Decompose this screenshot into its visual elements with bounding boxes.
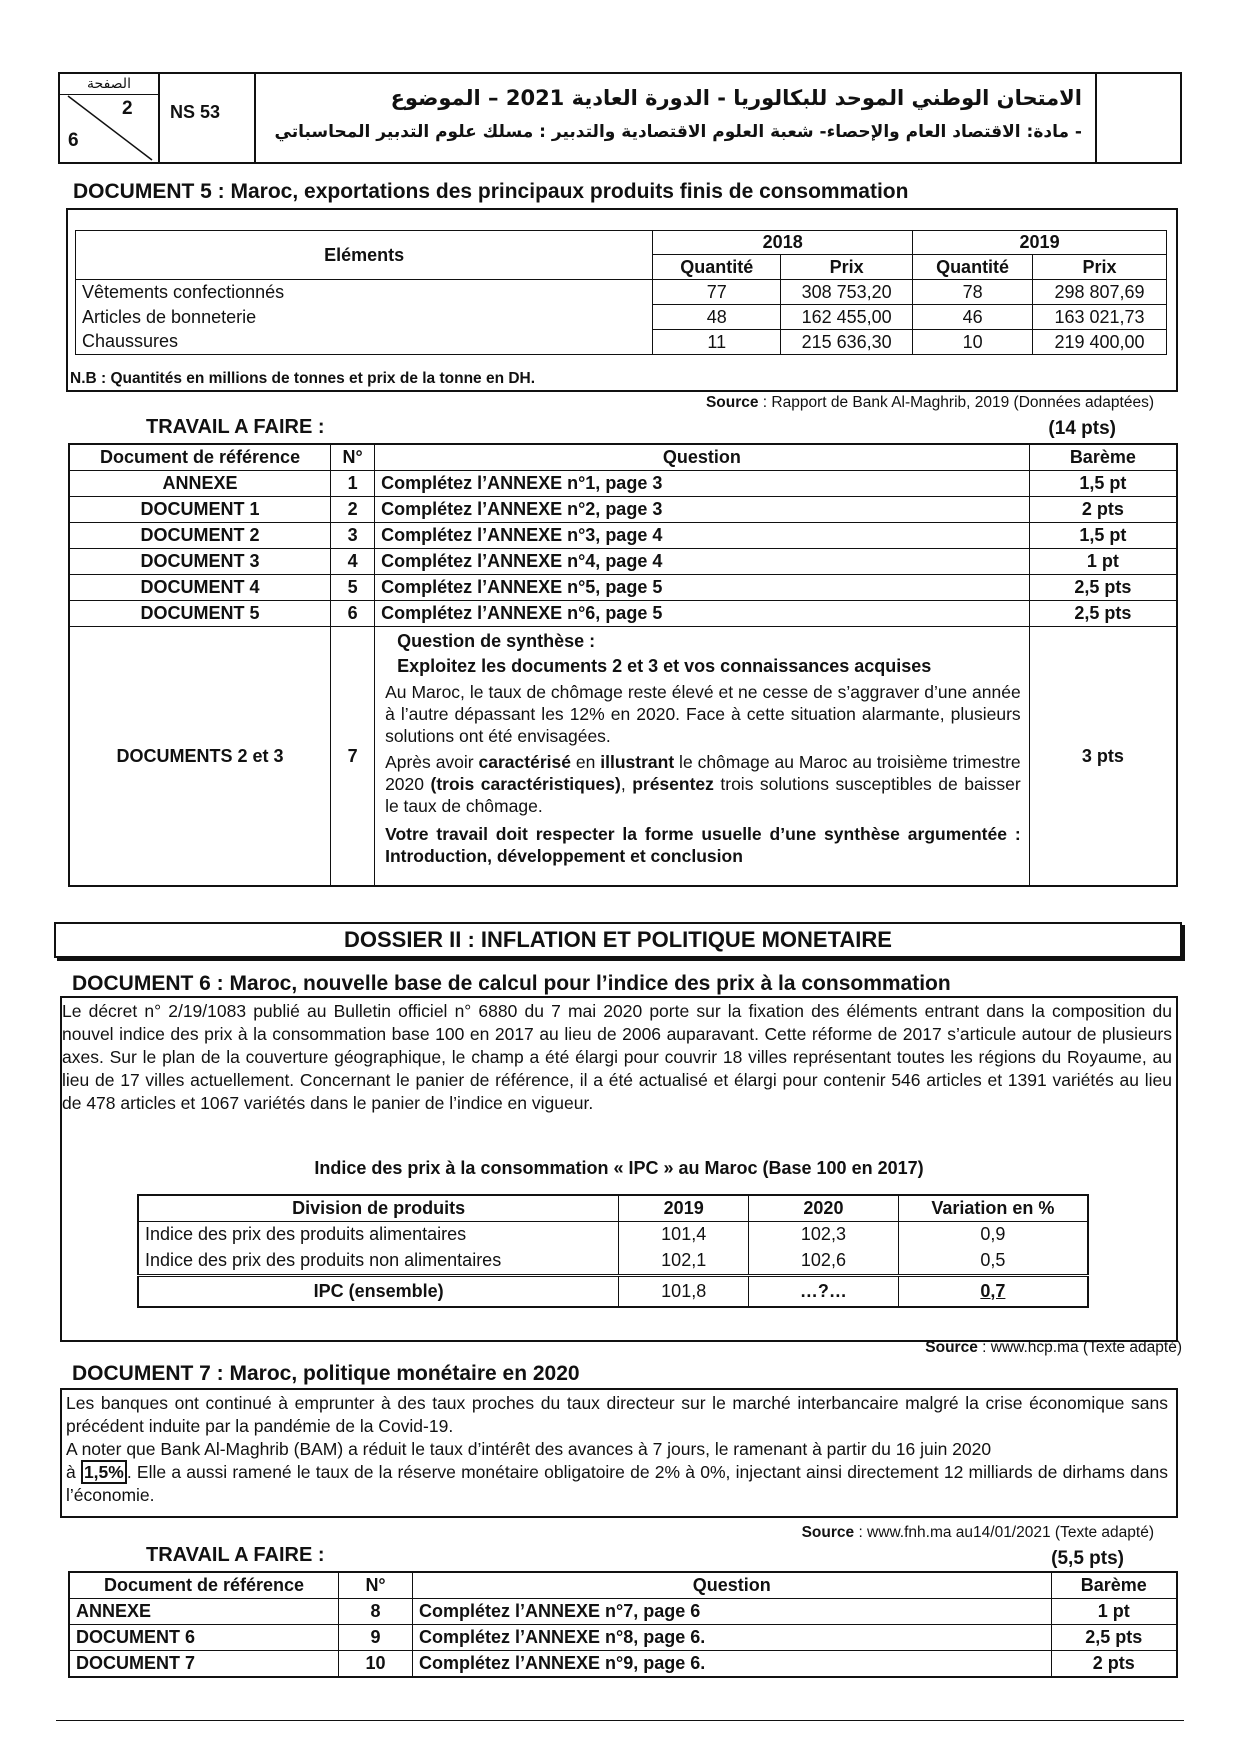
work1-h-q: Question xyxy=(375,444,1030,471)
doc5-cell: 162 455,00 xyxy=(781,305,913,330)
work1-bar: 2 pts xyxy=(1029,497,1177,523)
table-row xyxy=(69,601,1177,627)
doc7-p1: Les banques ont continué à emprunter à des taux proches du taux directeur sur le marché interbancaire malgré la crise économique sans précédent induite par la pandémie de la Covid-19. xyxy=(66,1393,1168,1436)
work2-num: 9 xyxy=(339,1625,413,1651)
doc5-note: N.B : Quantités en millions de tonnes et prix de la tonne en DH. xyxy=(70,370,536,387)
work1-num: 5 xyxy=(331,575,375,601)
exam-title: الامتحان الوطني الموحد للبكالوريا - الدورة العادية 2021 – الموضوع xyxy=(390,86,1082,110)
doc7-p3 xyxy=(66,1461,1168,1507)
page-total: 6 xyxy=(68,130,79,151)
table-row xyxy=(76,280,1167,305)
text-run: en xyxy=(570,752,601,772)
synthesis-sub: Exploitez les documents 2 et 3 et vos connaissances acquises xyxy=(397,656,932,676)
table-row xyxy=(69,471,1177,497)
doc6-cell: 0,9 xyxy=(898,1221,1088,1248)
work2-doc: ANNEXE xyxy=(69,1599,339,1625)
work2-doc: DOCUMENT 7 xyxy=(69,1651,339,1678)
work1-bar: 2,5 pts xyxy=(1029,575,1177,601)
doc5-table xyxy=(75,230,1167,355)
rate-highlight: 1,5% xyxy=(81,1460,127,1484)
text-run: Après avoir xyxy=(385,752,479,772)
doc5-cell: 10 xyxy=(913,330,1033,355)
table-row xyxy=(76,305,1167,330)
doc6-source xyxy=(925,1339,1182,1357)
work2-bar: 2 pts xyxy=(1051,1651,1177,1678)
table-row xyxy=(69,1599,1177,1625)
text-run: . Elle a aussi ramené le taux de la réserve monétaire obligatoire de 2% à 0%, injectant ainsi directement 12 milliards de dirhams dans l’économie. xyxy=(66,1462,1168,1505)
synthesis-heading: Question de synthèse : xyxy=(397,631,596,651)
doc6-cell: 102,1 xyxy=(619,1248,749,1275)
doc7-text xyxy=(66,1392,1168,1507)
synthesis-question xyxy=(375,627,1030,887)
doc6-table xyxy=(137,1194,1089,1308)
doc6-row-name: Indice des prix des produits alimentaires xyxy=(138,1221,619,1248)
table-row xyxy=(69,1651,1177,1678)
synthesis-p1: Au Maroc, le taux de chômage reste élevé et ne cesse de s’aggraver d’une année à l’autre dépassant les 12% en 2020. Face à cette situation alarmante, plusieurs solutions ont été envisagées. xyxy=(385,682,1021,746)
table-row xyxy=(69,497,1177,523)
doc6-h-div: Division de produits xyxy=(138,1195,619,1221)
work1-doc: DOCUMENTS 2 et 3 xyxy=(69,627,331,887)
text-run: (trois caractéristiques) xyxy=(430,774,621,794)
source-text: : www.fnh.ma au14/01/2021 (Texte adapté) xyxy=(854,1524,1154,1541)
work1-question: Complétez l’ANNEXE n°5, page 5 xyxy=(375,575,1030,601)
work2-num: 10 xyxy=(339,1651,413,1678)
work1-num: 2 xyxy=(331,497,375,523)
table-row-synthesis xyxy=(69,627,1177,887)
work1-num: 3 xyxy=(331,523,375,549)
doc5-year-2018: 2018 xyxy=(653,231,913,255)
doc5-row-name: Articles de bonneterie xyxy=(76,305,653,330)
text-run: trois solutions susceptibles de baisser le taux de chômage. xyxy=(385,774,1021,816)
source-label: Source xyxy=(801,1524,855,1541)
doc5-cell: 163 021,73 xyxy=(1033,305,1167,330)
table-row xyxy=(138,1221,1088,1248)
source-text: : Rapport de Bank Al-Maghrib, 2019 (Données adaptées) xyxy=(758,394,1154,411)
text-run: illustrant xyxy=(600,752,675,772)
source-label: Source xyxy=(705,394,759,411)
work2-bar: 2,5 pts xyxy=(1051,1625,1177,1651)
page-label: الصفحة xyxy=(60,74,158,95)
work1-doc: DOCUMENT 5 xyxy=(69,601,331,627)
work1-doc: DOCUMENT 3 xyxy=(69,549,331,575)
dossier2-banner: DOSSIER II : INFLATION ET POLITIQUE MONETAIRE xyxy=(54,922,1182,958)
exam-code: NS 53 xyxy=(170,102,221,122)
text-run: caractérisé xyxy=(478,752,571,772)
work1-question: Complétez l’ANNEXE n°1, page 3 xyxy=(375,471,1030,497)
table-row xyxy=(69,1625,1177,1651)
work2-title: TRAVAIL A FAIRE : xyxy=(146,1544,325,1566)
synthesis-p3: Votre travail doit respecter la forme usuelle d’une synthèse argumentée : Introduction, développement et conclusion xyxy=(385,824,1021,866)
work1-bar: 1,5 pt xyxy=(1029,471,1177,497)
doc5-row-name: Vêtements confectionnés xyxy=(76,280,653,305)
work1-question: Complétez l’ANNEXE n°3, page 4 xyxy=(375,523,1030,549)
work1-bar: 1 pt xyxy=(1029,549,1177,575)
exam-subject: - مادة: الاقتصاد العام والإحصاء- شعبة العلوم الاقتصادية والتدبير : مسلك علوم التدبير المحاسباتي xyxy=(274,122,1082,142)
work2-h-q: Question xyxy=(412,1572,1051,1599)
doc6-total-cell: 101,8 xyxy=(619,1275,749,1307)
doc5-cell: 77 xyxy=(653,280,781,305)
work2-num: 8 xyxy=(339,1599,413,1625)
source-text: : www.hcp.ma (Texte adapté) xyxy=(977,1339,1182,1356)
doc5-source xyxy=(706,394,1154,412)
work1-title: TRAVAIL A FAIRE : xyxy=(146,416,325,438)
work2-h-bar: Barème xyxy=(1051,1572,1177,1599)
work2-points: (5,5 pts) xyxy=(1051,1548,1124,1569)
work1-doc: DOCUMENT 2 xyxy=(69,523,331,549)
doc6-total-missing: …?… xyxy=(749,1275,899,1307)
work2-question: Complétez l’ANNEXE n°9, page 6. xyxy=(412,1651,1051,1678)
work1-question: Complétez l’ANNEXE n°6, page 5 xyxy=(375,601,1030,627)
work2-table xyxy=(68,1571,1178,1678)
work1-h-doc: Document de référence xyxy=(69,444,331,471)
doc6-total-var: 0,7 xyxy=(898,1275,1088,1307)
doc5-col-elements: Eléments xyxy=(76,231,653,280)
table-row xyxy=(69,575,1177,601)
table-row xyxy=(76,330,1167,355)
work1-h-bar: Barème xyxy=(1029,444,1177,471)
table-row xyxy=(138,1248,1088,1275)
work2-h-doc: Document de référence xyxy=(69,1572,339,1599)
synthesis-p2 xyxy=(385,751,1021,817)
work1-bar: 1,5 pt xyxy=(1029,523,1177,549)
doc5-year-2019: 2019 xyxy=(913,231,1167,255)
work1-num: 7 xyxy=(331,627,375,887)
doc5-cell: 11 xyxy=(653,330,781,355)
doc7-p2: A noter que Bank Al-Maghrib (BAM) a réduit le taux d’intérêt des avances à 7 jours, le ramenant à partir du 16 juin 2020 xyxy=(66,1439,992,1459)
source-label: Source xyxy=(925,1339,978,1356)
doc6-text: Le décret n° 2/19/1083 publié au Bulletin officiel n° 6880 du 7 mai 2020 porte sur la fixation des éléments entrant dans la composition du nouvel indice des prix à la consommation base 100 en 2017 au lieu de 2006 auparavant. Cette réforme de 2017 s’articule autour de plusieurs axes. Sur le plan de la couverture géographique, le champ a été élargi pour couvrir 18 villes représentant toutes les régions du Royaume, au lieu de 17 villes actuellement. Concernant le panier de référence, il a été actualisé et élargi pour contenir 546 articles et 1391 variétés au lieu de 478 articles et 1067 variétés dans le panier de l’indice en vigueur. xyxy=(62,1001,1172,1113)
work1-doc: DOCUMENT 1 xyxy=(69,497,331,523)
table-row xyxy=(69,523,1177,549)
header-divider xyxy=(254,74,256,162)
doc5-cell: 78 xyxy=(913,280,1033,305)
text-run: présentez xyxy=(632,774,714,794)
work1-num: 4 xyxy=(331,549,375,575)
doc5-col-price: Prix xyxy=(781,255,913,280)
work1-doc: ANNEXE xyxy=(69,471,331,497)
footer-rule xyxy=(56,1720,1184,1721)
doc6-cell: 0,5 xyxy=(898,1248,1088,1275)
doc6-table-title: Indice des prix à la consommation « IPC » au Maroc (Base 100 en 2017) xyxy=(314,1158,924,1178)
doc5-cell: 219 400,00 xyxy=(1033,330,1167,355)
work1-points: (14 pts) xyxy=(1048,418,1116,439)
work1-question: Complétez l’ANNEXE n°2, page 3 xyxy=(375,497,1030,523)
work1-question: Complétez l’ANNEXE n°4, page 4 xyxy=(375,549,1030,575)
doc5-cell: 308 753,20 xyxy=(781,280,913,305)
doc5-cell: 48 xyxy=(653,305,781,330)
doc5-col-qty: Quantité xyxy=(913,255,1033,280)
work2-bar: 1 pt xyxy=(1051,1599,1177,1625)
page-number: 2 xyxy=(122,98,133,119)
work1-doc: DOCUMENT 4 xyxy=(69,575,331,601)
header-divider xyxy=(1095,74,1097,162)
doc6-title: DOCUMENT 6 : Maroc, nouvelle base de calcul pour l’indice des prix à la consommation xyxy=(72,972,951,995)
work1-table xyxy=(68,443,1178,887)
doc7-source xyxy=(802,1524,1154,1542)
doc5-title: DOCUMENT 5 : Maroc, exportations des principaux produits finis de consommation xyxy=(73,180,909,203)
doc6-row-name: Indice des prix des produits non alimentaires xyxy=(138,1248,619,1275)
work1-h-num: N° xyxy=(331,444,375,471)
text-run: le chômage au Maroc au troisième trimestre 2020 xyxy=(385,752,1021,794)
work1-bar: 2,5 pts xyxy=(1029,601,1177,627)
table-row xyxy=(69,549,1177,575)
doc6-cell: 102,3 xyxy=(749,1221,899,1248)
doc5-cell: 298 807,69 xyxy=(1033,280,1167,305)
header-divider xyxy=(158,74,160,162)
doc6-cell: 101,4 xyxy=(619,1221,749,1248)
work2-doc: DOCUMENT 6 xyxy=(69,1625,339,1651)
doc5-cell: 46 xyxy=(913,305,1033,330)
work2-question: Complétez l’ANNEXE n°8, page 6. xyxy=(412,1625,1051,1651)
doc5-cell: 215 636,30 xyxy=(781,330,913,355)
work1-bar: 3 pts xyxy=(1029,627,1177,887)
doc6-cell: 102,6 xyxy=(749,1248,899,1275)
work2-h-num: N° xyxy=(339,1572,413,1599)
doc5-col-price: Prix xyxy=(1033,255,1167,280)
doc6-total-name: IPC (ensemble) xyxy=(138,1275,619,1307)
table-row-total xyxy=(138,1275,1088,1307)
text-run: à xyxy=(66,1462,81,1482)
doc6-h-var: Variation en % xyxy=(898,1195,1088,1221)
page-header xyxy=(58,72,1182,164)
work1-num: 6 xyxy=(331,601,375,627)
text-run: , xyxy=(620,774,633,794)
work2-question: Complétez l’ANNEXE n°7, page 6 xyxy=(412,1599,1051,1625)
doc6-h-2019: 2019 xyxy=(619,1195,749,1221)
doc7-title: DOCUMENT 7 : Maroc, politique monétaire en 2020 xyxy=(72,1362,580,1385)
doc5-row-name: Chaussures xyxy=(76,330,653,355)
doc6-h-2020: 2020 xyxy=(749,1195,899,1221)
work1-num: 1 xyxy=(331,471,375,497)
doc5-col-qty: Quantité xyxy=(653,255,781,280)
